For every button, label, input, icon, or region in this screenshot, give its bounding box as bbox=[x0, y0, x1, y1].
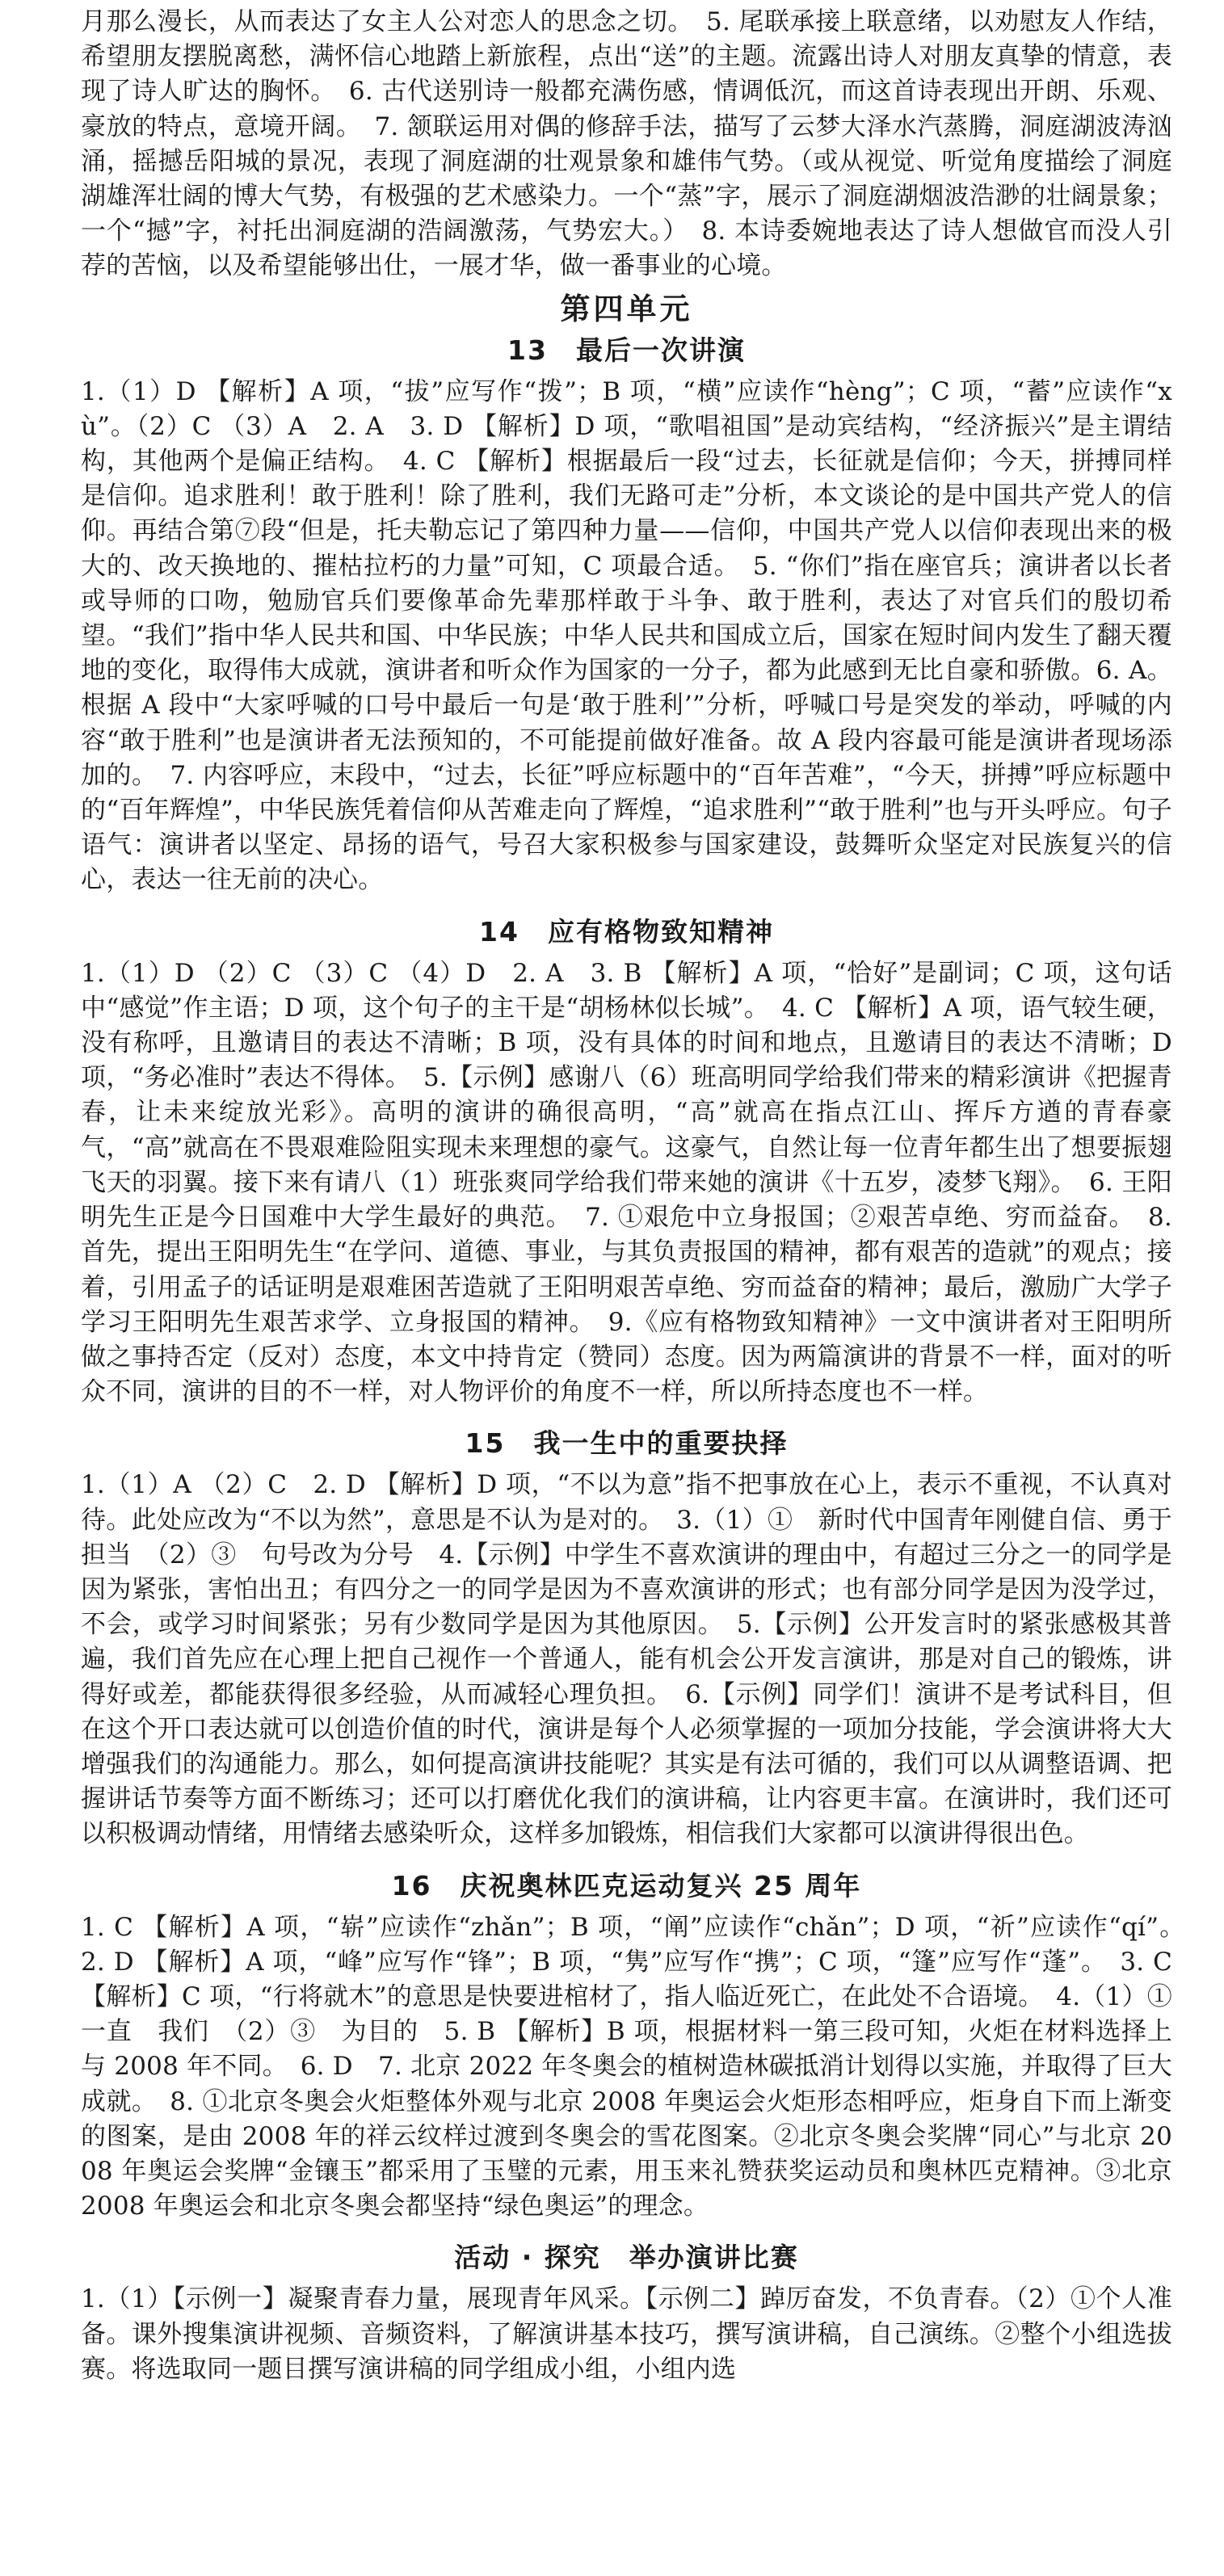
lesson-14-answers: 1.（1）D （2）C （3）C （4）D 2. A 3. B 【解析】A 项，“恰好”是副词；C 项，这句话中“感觉”作主语；D 项，这个句子的主干是“胡杨林似长城”。 4. C 【解析】A 项，语气较生硬，没有称呼，且邀请目的表达不清晰；B 项，没有具体的时间和地点，且邀请目的表达不清晰；D 项，“务必准时”表达不得体。 5.【示例】感谢八（6）班高明同学给我们带来的精彩演讲《把握青春，让未来绽放光彩》。高明的演讲的确很高明，“高”就高在指点江山、挥斥方遒的青春豪气，“高”就高在不畏艰难险阻实现未来理想的豪气。这豪气，自然让每一位青年都生出了想要振翅飞天的羽翼。接下来有请八（1）班张爽同学给我们带来她的演讲《十五岁，凌梦飞翔》。 6. 王阳明先生正是今日国难中大学生最好的典范。 7. ①艰危中立身报国；②艰苦卓绝、穷而益奋。 8. 首先，提出王阳明先生“在学问、道德、事业，与其负责报国的精神，都有艰苦的造就”的观点；接着，引用孟子的话证明是艰难困苦造就了王阳明艰苦卓绝、穷而益奋的精神；最后，激励广大学子学习王阳明先生艰苦求学、立身报国的精神。 9.《应有格物致知精神》一文中演讲者对王阳明所做之事持否定（反对）态度，本文中持肯定（赞同）态度。因为两篇演讲的背景不一样，面对的听众不同，演讲的目的不一样，对人物评价的角度不一样，所以所持态度也不一样。 bbox=[81, 958, 1172, 1407]
activity-title: 活动 · 探究 举办演讲比赛 bbox=[454, 2242, 799, 2274]
unit-title: 第四单元 bbox=[560, 291, 693, 326]
lesson-16-answers: 1. C 【解析】A 项，“崭”应读作“zhǎn”；B 项，“阐”应读作“chǎn”；D 项，“祈”应读作“qí”。 2. D 【解析】A 项，“峰”应写作“锋”；B 项，“隽”应写作“携”；C 项，“篷”应写作“蓬”。 3. C 【解析】C 项，“行将就木”的意思是快要进棺材了，指人临近死亡，在此处不合语境。 4.（1）① 一直 我们 （2）③ 为目的 5. B 【解析】B 项，根据材料一第三段可知，火炬在材料选择上与 2008 年不同。 6. D 7. 北京 2022 年冬奥会的植树造林碳抵消计划得以实施，并取得了巨大成就。 8. ①北京冬奥会火炬整体外观与北京 2008 年奥运会火炬形态相呼应，炬身自下而上渐变的图案，是由 2008 年的祥云纹样过渡到冬奥会的雪花图案。②北京冬奥会奖牌“同心”与北京 2008 年奥运会奖牌“金镶玉”都采用了玉璧的元素，用玉来礼赞获奖运动员和奥林匹克精神。③北京 2008 年奥运会和北京冬奥会都坚持“绿色奥运”的理念。 bbox=[81, 1912, 1198, 2221]
activity-answers: 1.（1）【示例一】凝聚青春力量，展现青年风采。【示例二】踔厉奋发，不负青春。（2）①个人准备。课外搜集演讲视频、音频资料，了解演讲基本技巧，撰写演讲稿，自己演练。②整个小组选拔赛。将选取同一题目撰写演讲稿的同学组成小组，小组内选 bbox=[81, 2284, 1172, 2384]
lesson-14-title: 14 应有格物致知精神 bbox=[479, 915, 774, 948]
lesson-13-title: 13 最后一次讲演 bbox=[507, 334, 746, 366]
intro-paragraph: 月那么漫长，从而表达了女主人公对恋人的思念之切。 5. 尾联承接上联意绪，以劝慰友人作结，希望朋友摆脱离愁，满怀信心地踏上新旅程，点出“送”的主题。流露出诗人对朋友真挚的情意，表现了诗人旷达的胸怀。 6. 古代送别诗一般都充满伤感，情调低沉，而这首诗表现出开朗、乐观、豪放的特点，意境开阔。 7. 颔联运用对偶的修辞手法，描写了云梦大泽水汽蒸腾，洞庭湖波涛汹涌，摇撼岳阳城的景况，表现了洞庭湖的壮观景象和雄伟气势。（或从视觉、听觉角度描绘了洞庭湖雄浑壮阔的博大气势，有极强的艺术感染力。一个“蒸”字，展示了洞庭湖烟波浩渺的壮阔景象；一个“撼”字，衬托出洞庭湖的浩阔激荡，气势宏大。） 8. 本诗委婉地表达了诗人想做官而没人引荐的苦恼，以及希望能够出仕，一展才华，做一番事业的心境。 bbox=[81, 7, 1172, 281]
lesson-15-answers: 1.（1）A （2）C 2. D 【解析】D 项，“不以为意”指不把事放在心上，表示不重视，不认真对待。此处应改为“不以为然”，意思是不认为是对的。 3.（1）① 新时代中国青年刚健自信、勇于担当 （2）③ 句号改为分号 4.【示例】中学生不喜欢演讲的理由中，有超过三分之一的同学是因为紧张，害怕出丑；有四分之一的同学是因为不喜欢演讲的形式；也有部分同学是因为没学过，不会，或学习时间紧张；另有少数同学是因为其他原因。 5.【示例】公开发言时的紧张感极其普遍，我们首先应在心理上把自己视作一个普通人，能有机会公开发言演讲，那是对自己的锻炼，讲得好或差，都能获得很多经验，从而减轻心理负担。 6.【示例】同学们！演讲不是考试科目，但在这个开口表达就可以创造价值的时代，演讲是每个人必须掌握的一项加分技能，学会演讲将大大增强我们的沟通能力。那么，如何提高演讲技能呢？其实是有法可循的，我们可以从调整语调、把握讲话节奏等方面不断练习；还可以打磨优化我们的演讲稿，让内容更丰富。在演讲时，我们还可以积极调动情绪，用情绪去感染听众，这样多加锻炼，相信我们大家都可以演讲得很出色。 bbox=[81, 1470, 1172, 1849]
lesson-16-title: 16 庆祝奥林匹克运动复兴 25 周年 bbox=[391, 1869, 862, 1902]
lesson-13-answers: 1.（1）D 【解析】A 项，“拔”应写作“拨”；B 项，“横”应读作“hèng”；C 项，“蓄”应读作“xù”。（2）C （3）A 2. A 3. D 【解析】D 项，“歌唱祖国”是动宾结构，“经济振兴”是主谓结构，其他两个是偏正结构。 4. C 【解析】根据最后一段“过去，长征就是信仰；今天，拼搏同样是信仰。追求胜利！敢于胜利！除了胜利，我们无路可走”分析，本文谈论的是中国共产党人的信仰。再结合第⑦段“但是，托夫勒忘记了第四种力量——信仰，中国共产党人以信仰表现出来的极大的、改天换地的、摧枯拉朽的力量”可知，C 项最合适。 5. “你们”指在座官兵；演讲者以长者或导师的口吻，勉励官兵们要像革命先辈那样敢于斗争、敢于胜利，表达了对官兵们的殷切希望。“我们”指中华人民共和国、中华民族；中华人民共和国成立后，国家在短时间内发生了翻天覆地的变化，取得伟大成就，演讲者和听众作为国家的一分子，都为此感到无比自豪和骄傲。6. A。根据 A 段中“大家呼喊的口号中最后一句是‘敢于胜利’”分析，呼喊口号是突发的举动，呼喊的内容“敢于胜利”也是演讲者无法预知的，不可能提前做好准备。故 A 段内容最可能是演讲者现场添加的。 7. 内容呼应，末段中，“过去，长征”呼应标题中的“百年苦难”，“今天，拼搏”呼应标题中的“百年辉煌”，中华民族凭着信仰从苦难走向了辉煌，“追求胜利”“敢于胜利”也与开头呼应。句子语气：演讲者以坚定、昂扬的语气，号召大家积极参与国家建设，鼓舞听众坚定对民族复兴的信心，表达一往无前的决心。 bbox=[81, 376, 1172, 895]
lesson-15-title: 15 我一生中的重要抉择 bbox=[465, 1427, 789, 1460]
